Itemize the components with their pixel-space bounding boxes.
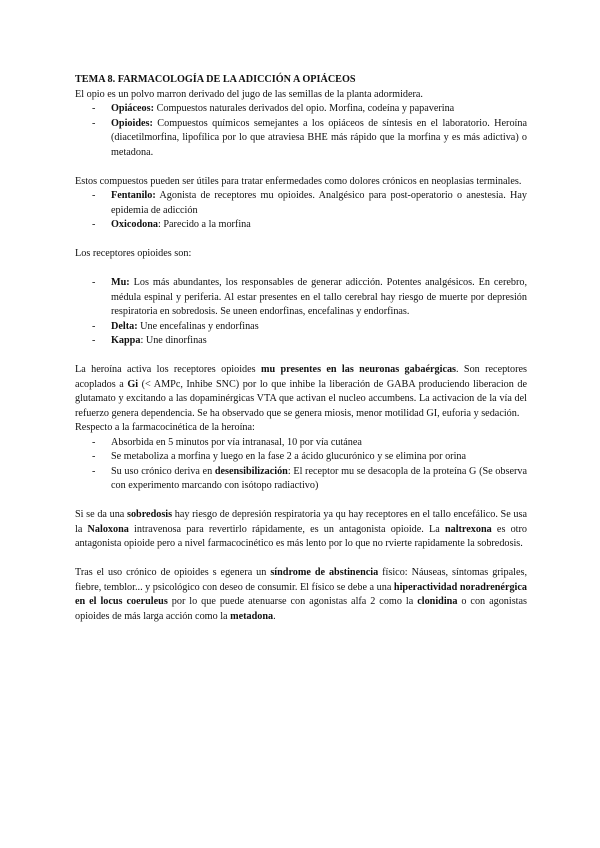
overdose-paragraph: Si se da una sobredosis hay riesgo de depresión respiratoria ya qu hay receptores en el tallo encefálico. Se usa la Naloxona intravenosa para revertirlo rápidamente, es un antagonista opioide. La naltrexona es otro antagonista opioide pero a nivel farmacocinético es más lento por lo que no rvierte rapidamente la sobredosis. <box>75 509 528 549</box>
dash-bullet: - <box>92 335 96 346</box>
receptors-intro: Los receptores opioides son: <box>75 248 192 259</box>
dash-bullet: - <box>92 117 96 129</box>
dash-bullet: - <box>92 219 96 230</box>
drugs-list <box>75 189 527 233</box>
dash-bullet: - <box>92 320 96 332</box>
uses-paragraph: Estos compuestos pueden ser útiles para tratar enfermedades como dolores crónicos en neoplasias terminales. <box>75 175 522 187</box>
list-item: - Fentanilo: Agonista de receptores mu opioides. Analgésico para post-operatorio o anestesia. Hay epidemia de adicción <box>92 190 527 216</box>
dash-bullet: - <box>92 190 96 201</box>
receptors-list <box>75 276 527 349</box>
list-item: - Kappa: Une dinorfinas <box>75 334 527 349</box>
definitions-list <box>75 102 527 160</box>
list-item: - Oxicodona: Parecido a la morfina <box>75 218 527 233</box>
withdrawal-paragraph: Tras el uso crónico de opioides s egenera un síndrome de abstinencia físico: Náuseas, síntomas gripales, fiebre, temblor... y psicológico con deseo de consumir. El físico se debe a una hiperactividad noradrenérgica en el locus coeruleus por lo que puede atenuarse con agonistas alfa 2 como la clonidina o con agonistas opioides de más larga acción como la metadona. <box>75 567 527 622</box>
list-item: - Opiáceos: Compuestos naturales derivados del opio. Morfina, codeína y papaverina <box>75 102 527 117</box>
list-item: - Opioides: Compuestos químicos semejantes a los opiáceos de síntesis en el laboratorio. Heroína (diacetilmorfina, lipofílica por lo que atraviesa BHE más rápido que la morfina y es más adictiva) o metadona. <box>92 117 527 158</box>
dash-bullet: - <box>92 465 96 477</box>
heroin-paragraph: La heroína activa los receptores opioides mu presentes en las neuronas gabaérgicas. Son receptores acoplados a Gi (< AMPc, Inhibe SNC) por lo que inhibe la liberación de GABA produciendo liberacion de glutamato y excitando a las dopaminérgicas VTA que activan el nucleo accumbens. La activacion de la vía del refuerzo genera dependencia. Se ha observado que se genera miosis, menor motilidad GI, euforia y sedación. <box>75 364 527 419</box>
dash-bullet: - <box>92 103 96 114</box>
dash-bullet: - <box>92 451 96 462</box>
pharmacokinetics-list <box>75 436 527 494</box>
document-body <box>75 73 527 624</box>
list-item: - Su uso crónico deriva en desensibilización: El receptor mu se desacopla de la proteína G (Se observa con experimento marcando con isótopo radiactivo) <box>92 465 527 491</box>
pk-intro: Respecto a la farmacocinética de la heroína: <box>75 422 255 433</box>
list-item: - Absorbida en 5 minutos por vía intranasal, 10 por vía cutánea <box>75 436 527 451</box>
list-item: - Delta: Une encefalinas y endorfinas <box>75 320 527 335</box>
intro-paragraph: El opio es un polvo marron derivado del jugo de las semillas de la planta adormidera. <box>75 88 423 100</box>
dash-bullet: - <box>92 277 96 288</box>
dash-bullet: - <box>92 436 96 448</box>
list-item: - Se metaboliza a morfina y luego en la fase 2 a ácido glucurónico y se elimina por orina <box>75 450 527 465</box>
list-item: - Mu: Los más abundantes, los responsables de generar adicción. Potentes analgésicos. En cerebro, médula espinal y periferia. Al estar presentes en el tallo cerebral hay riesgo de muerte por depresión respiratoria en sobredosis. Se uneen endorfinas, encefalinas y endorfinas. <box>92 277 527 317</box>
page-title: TEMA 8. FARMACOLOGÍA DE LA ADICCIÓN A OPIÁCEOS <box>75 74 356 85</box>
